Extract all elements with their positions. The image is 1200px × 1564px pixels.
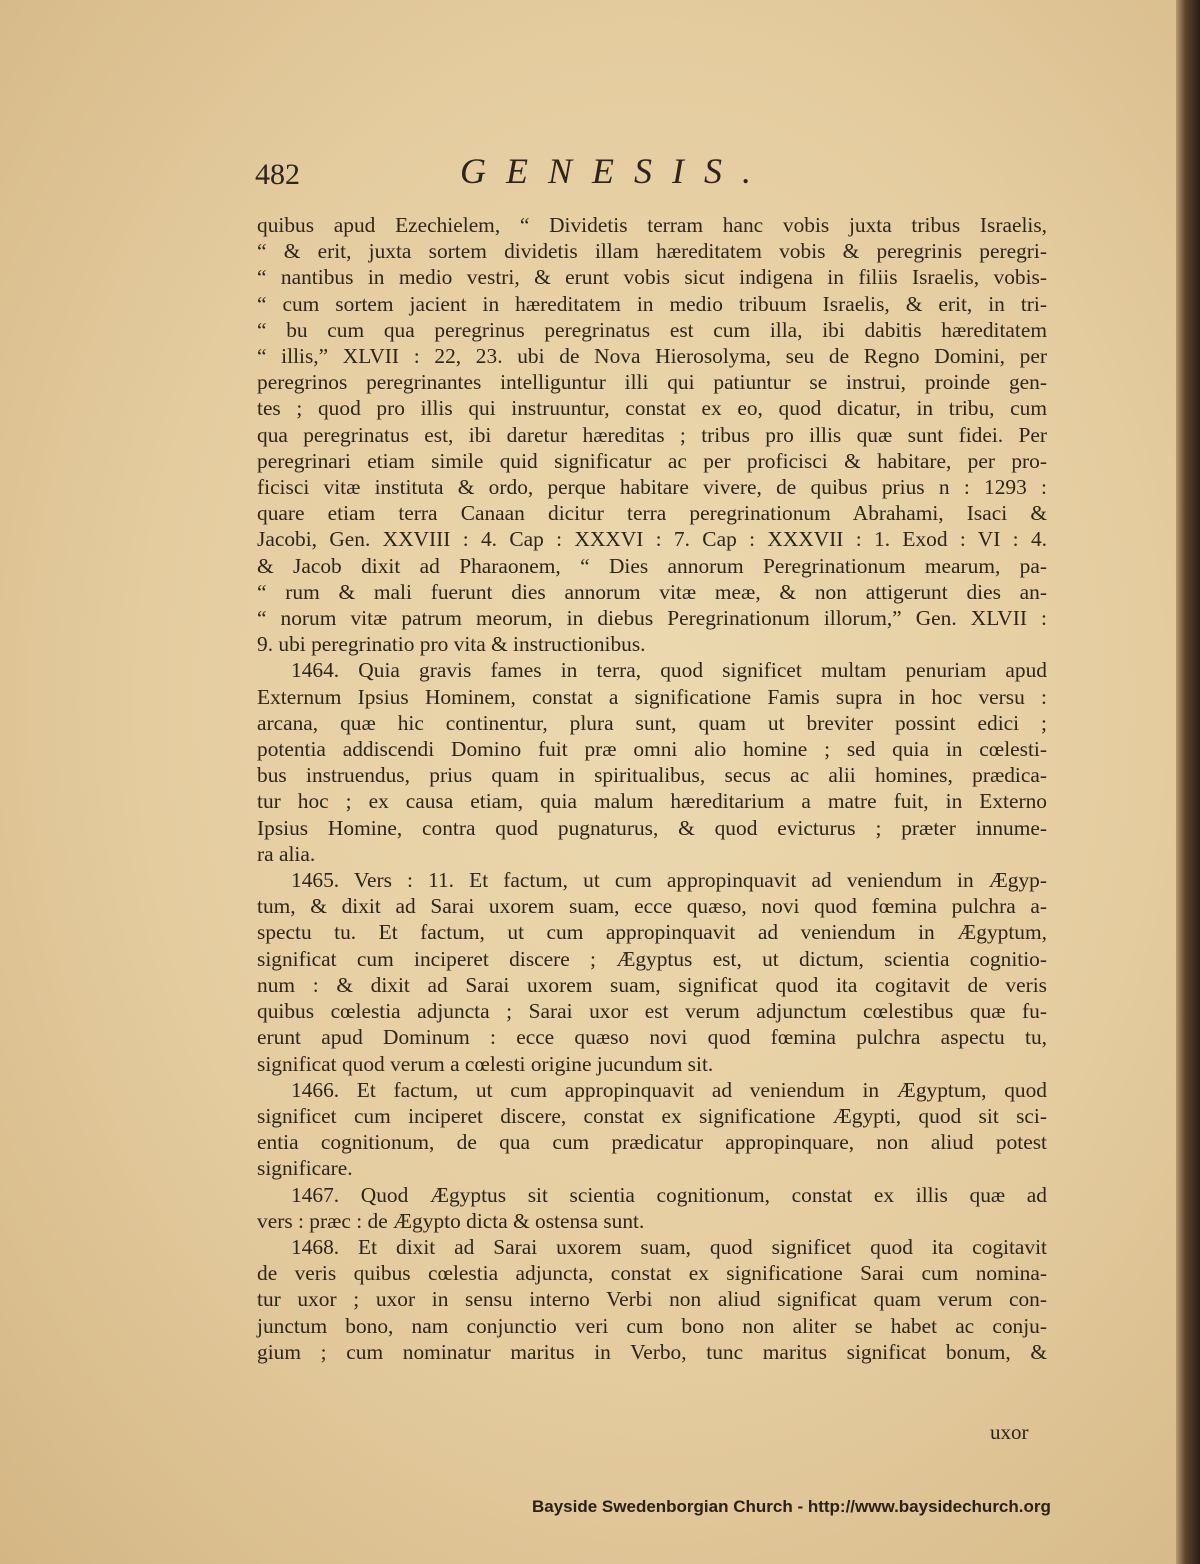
text-line: significat quod verum a cœlesti origine jucundum sit. (257, 1051, 714, 1076)
text-line: 9. ubi peregrinatio pro vita & instructionibus. (257, 632, 646, 657)
book-spine-edge (1176, 0, 1200, 1564)
text-line: tur hoc ; ex causa etiam, quia malum hæreditarium a matre fuit, in Externo (257, 789, 1047, 814)
text-line: tum, & dixit ad Sarai uxorem suam, ecce quæso, novi quod fœmina pulchra a- (257, 894, 1047, 919)
text-line: entia cognitionum, de qua cum prædicatur appropinquare, non aliud potest (257, 1130, 1047, 1155)
text-line: “ bu cum qua peregrinus peregrinatus est cum illa, ibi dabitis hæreditatem (257, 317, 1047, 342)
text-line: erunt apud Dominum : ecce quæso novi quod fœmina pulchra aspectu tu, (257, 1025, 1047, 1050)
text-line: quare etiam terra Canaan dicitur terra peregrinationum Abrahami, Isaci & (257, 501, 1047, 526)
text-line: de veris quibus cœlestia adjuncta, constat ex significatione Sarai cum nomina- (257, 1261, 1047, 1286)
text-line: peregrinos peregrinantes intelliguntur illi qui patiuntur se instrui, proinde gen- (257, 370, 1047, 395)
text-line: potentia addiscendi Domino fuit præ omni alio homine ; sed quia in cœlesti- (257, 737, 1047, 762)
paragraph-1467-start: 1467. Quod Ægyptus sit scientia cognitionum, constat ex illis quæ ad (291, 1182, 1047, 1207)
text-line: peregrinari etiam simile quid significatur ac per proficisci & habitare, per pro- (257, 448, 1047, 473)
page-header (255, 150, 1075, 200)
paragraph-1466-start: 1466. Et factum, ut cum appropinquavit ad veniendum in Ægyptum, quod (291, 1077, 1047, 1102)
text-line: junctum bono, nam conjunctio veri cum bono non aliter se habet ac conju- (257, 1313, 1047, 1338)
text-line: Ipsius Homine, contra quod pugnaturus, & quod evicturus ; præter innume- (257, 815, 1047, 840)
text-line: gium ; cum nominatur maritus in Verbo, tunc maritus significat bonum, & (257, 1339, 1047, 1364)
text-line: Externum Ipsius Hominem, constat a significatione Famis supra in hoc versu : (257, 684, 1047, 709)
paragraph-1465-start: 1465. Vers : 11. Et factum, ut cum appropinquavit ad veniendum in Ægyp- (291, 868, 1047, 893)
text-line: tes ; quod pro illis qui instruuntur, constat ex eo, quod dicatur, in tribu, cum (257, 396, 1047, 421)
paragraph-1464-start: 1464. Quia gravis fames in terra, quod significet multam penuriam apud (291, 658, 1047, 683)
text-line: quibus apud Ezechielem, “ Dividetis terram hanc vobis juxta tribus Israelis, (257, 213, 1047, 237)
text-line: quibus cœlestia adjuncta ; Sarai uxor est verum adjunctum cœlestibus quæ fu- (257, 999, 1047, 1024)
body-text (257, 212, 1047, 1365)
text-line: significet cum inciperet discere, constat ex significatione Ægypti, quod sit sci- (257, 1103, 1047, 1128)
page-number: 482 (255, 158, 300, 191)
text-line: num : & dixit ad Sarai uxorem suam, significat quod ita cogitavit de veris (257, 972, 1047, 997)
text-line: vers : præc : de Ægypto dicta & ostensa sunt. (257, 1208, 645, 1233)
text-line: spectu tu. Et factum, ut cum appropinquavit ad veniendum in Ægyptum, (257, 920, 1047, 945)
text-line: Jacobi, Gen. XXVIII : 4. Cap : XXXVI : 7. Cap : XXXVII : 1. Exod : VI : 4. (257, 527, 1047, 552)
text-line: significat cum inciperet discere ; Ægyptus est, ut dictum, scientia cognitio- (257, 946, 1047, 971)
text-line: & Jacob dixit ad Pharaonem, “ Dies annorum Peregrinationum mearum, pa- (257, 553, 1047, 578)
text-line: “ illis,” XLVII : 22, 23. ubi de Nova Hierosolyma, seu de Regno Domini, per (257, 344, 1047, 369)
text-line: arcana, quæ hic continentur, plura sunt, quam ut breviter possint edici ; (257, 710, 1047, 735)
text-line: ficisci vitæ instituta & ordo, perque habitare vivere, de quibus prius n : 1293 : (257, 475, 1047, 500)
running-title: GENESIS. (460, 151, 771, 191)
catchword: uxor (990, 1420, 1029, 1444)
text-line: significare. (257, 1156, 353, 1181)
text-line: “ norum vitæ patrum meorum, in diebus Peregrinationum illorum,” Gen. XLVII : (257, 606, 1047, 631)
text-line: “ nantibus in medio vestri, & erunt vobis sicut indigena in filiis Israelis, vobis- (257, 265, 1047, 290)
text-line: “ cum sortem jacient in hæreditatem in medio tribuum Israelis, & erit, in tri- (257, 291, 1047, 316)
text-line: bus instruendus, prius quam in spiritualibus, secus ac alii homines, prædica- (257, 763, 1047, 788)
text-line: “ rum & mali fuerunt dies annorum vitæ meæ, & non attigerunt dies an- (257, 579, 1047, 604)
text-line: ra alia. (257, 841, 316, 866)
footer-watermark: Bayside Swedenborgian Church - http://www.baysidechurch.org (532, 1497, 1051, 1516)
text-line: “ & erit, juxta sortem dividetis illam hæreditatem vobis & peregrinis peregri- (257, 239, 1047, 264)
text-line: qua peregrinatus est, ibi daretur hæreditas ; tribus pro illis quæ sunt fidei. Per (257, 422, 1047, 447)
paragraph-1468-start: 1468. Et dixit ad Sarai uxorem suam, quod significet quod ita cogitavit (291, 1234, 1047, 1259)
text-line: tur uxor ; uxor in sensu interno Verbi non aliud significat quam verum con- (257, 1287, 1047, 1312)
